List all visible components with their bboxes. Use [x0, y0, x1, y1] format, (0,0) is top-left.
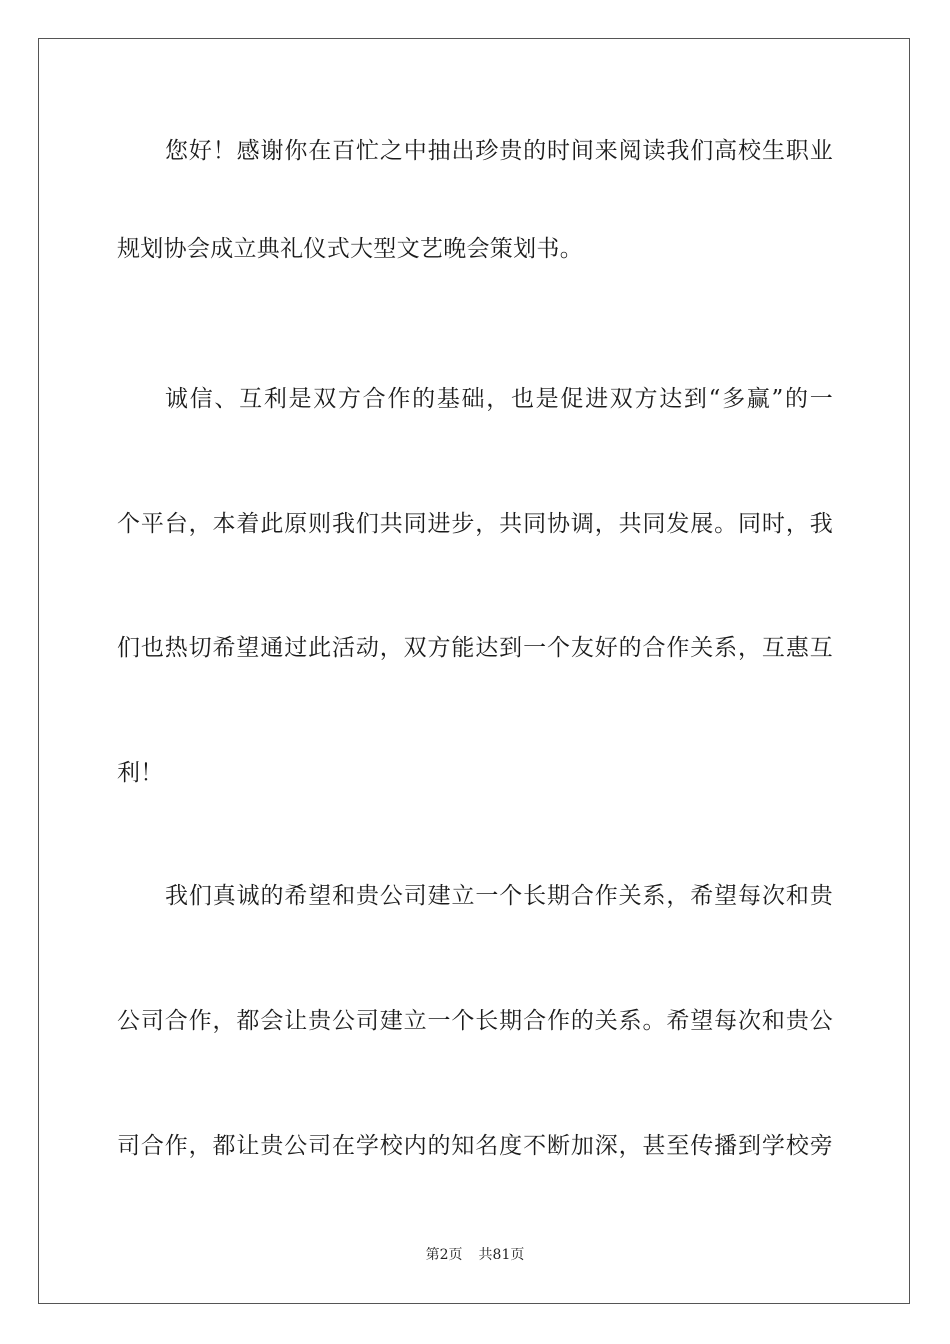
paragraph-line: 们也热切希望通过此活动，双方能达到一个友好的合作关系，互惠互 [117, 635, 833, 661]
paragraph-line: 诚信、互利是双方合作的基础，也是促进双方达到“多赢”的一 [165, 386, 833, 412]
paragraph-line: 规划协会成立典礼仪式大型文艺晚会策划书。 [117, 236, 583, 262]
paragraph-line: 您好！感谢你在百忙之中抽出珍贵的时间来阅读我们高校生职业 [165, 138, 833, 164]
page-frame [38, 38, 910, 1304]
page-number: 第2页 [425, 1247, 463, 1263]
paragraph-line: 个平台，本着此原则我们共同进步，共同协调，共同发展。同时，我 [117, 511, 833, 537]
page-total: 共81页 [478, 1247, 525, 1263]
paragraph-line: 公司合作，都会让贵公司建立一个长期合作的关系。希望每次和贵公 [117, 1008, 833, 1034]
paragraph-line: 我们真诚的希望和贵公司建立一个长期合作关系，希望每次和贵 [165, 883, 833, 909]
paragraph-line: 司合作，都让贵公司在学校内的知名度不断加深，甚至传播到学校旁 [117, 1133, 833, 1159]
paragraph-line: 利！ [117, 760, 164, 786]
page-footer [0, 1246, 950, 1264]
